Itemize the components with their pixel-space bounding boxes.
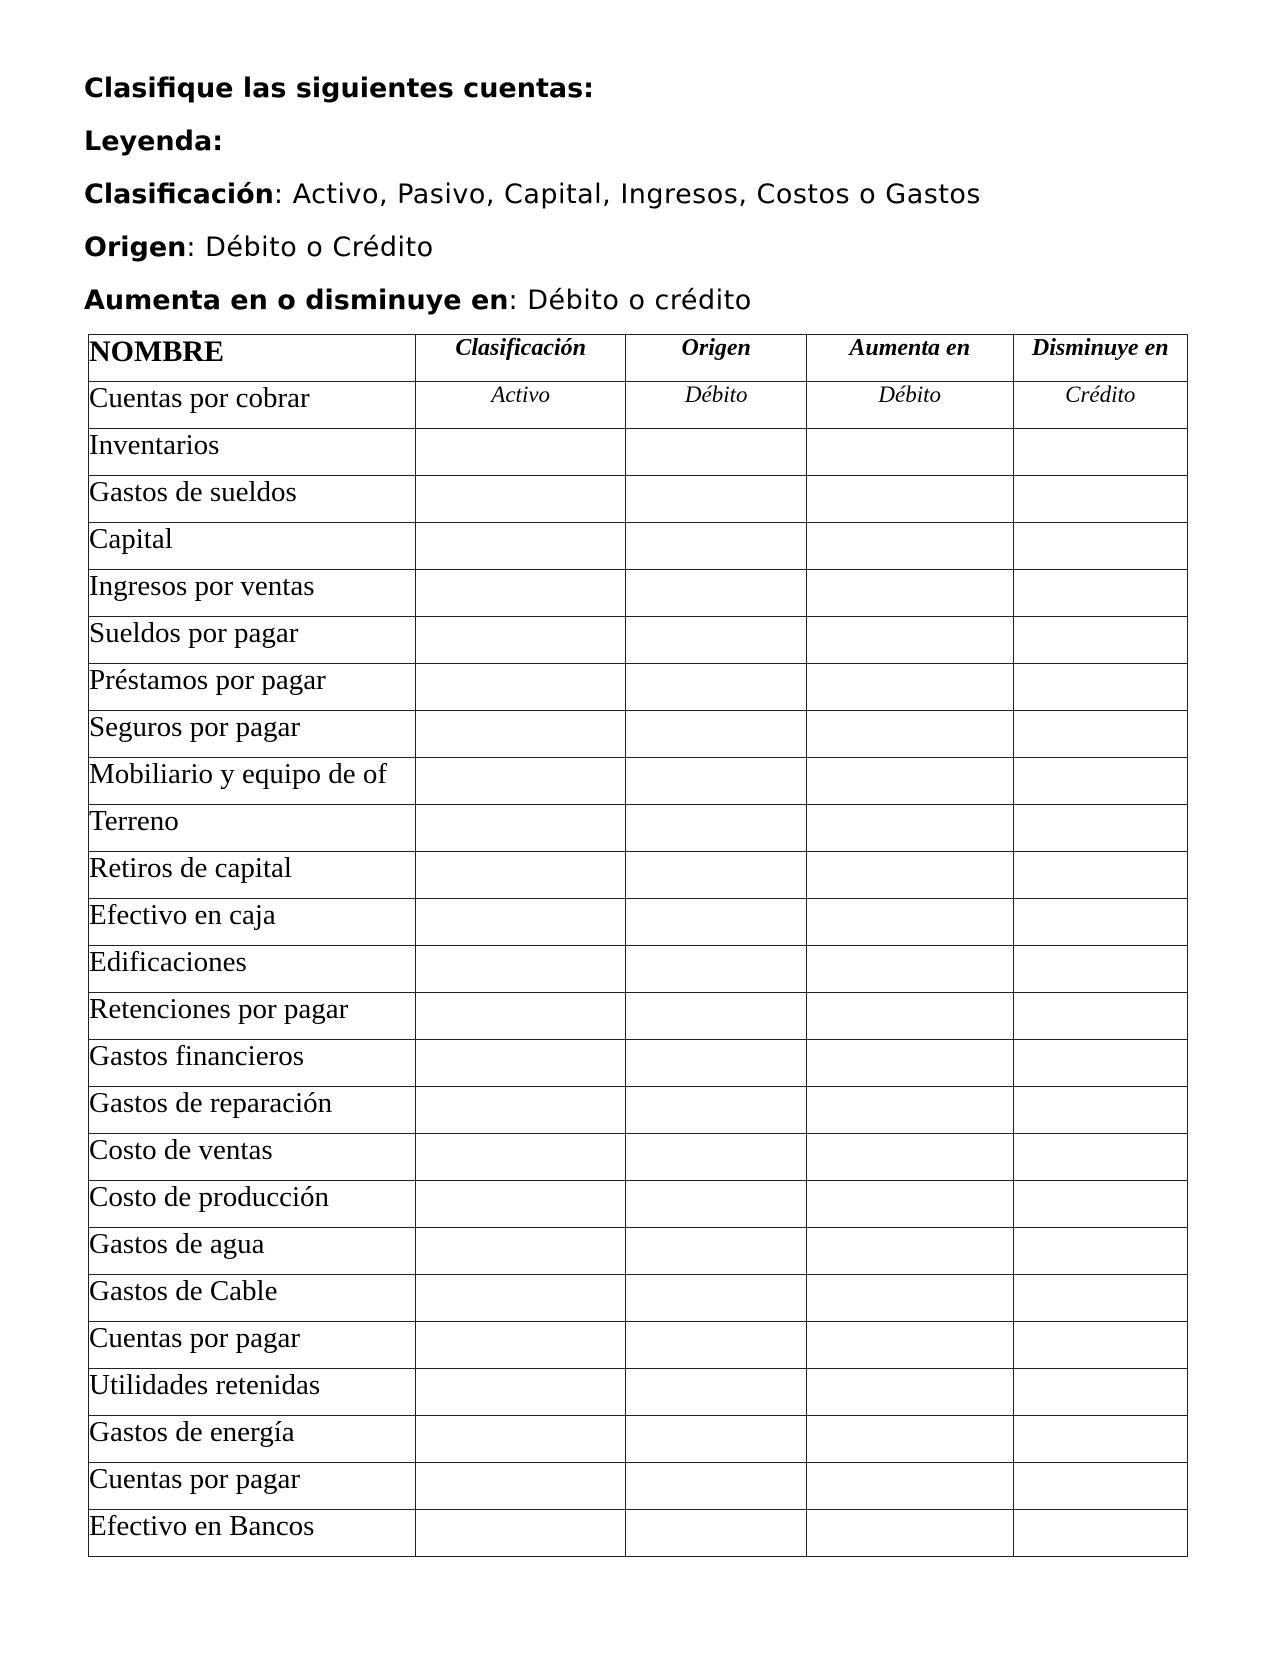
disminuye-cell[interactable] bbox=[1013, 946, 1188, 993]
aumenta-cell[interactable] bbox=[806, 1416, 1013, 1463]
disminuye-cell[interactable] bbox=[1013, 805, 1188, 852]
origen-cell[interactable] bbox=[626, 1181, 806, 1228]
disminuye-cell[interactable] bbox=[1013, 758, 1188, 805]
account-name-cell: Gastos de sueldos bbox=[89, 476, 416, 523]
column-header-disminuye: Disminuye en bbox=[1013, 335, 1188, 382]
account-name-cell: Efectivo en caja bbox=[89, 899, 416, 946]
disminuye-cell[interactable] bbox=[1013, 1087, 1188, 1134]
aumenta-cell[interactable]: Débito bbox=[806, 382, 1013, 429]
disminuye-cell[interactable] bbox=[1013, 1134, 1188, 1181]
account-name-cell: Cuentas por pagar bbox=[89, 1463, 416, 1510]
clasificacion-cell[interactable] bbox=[415, 429, 626, 476]
table-row bbox=[89, 382, 1188, 429]
account-name-cell: Cuentas por pagar bbox=[89, 1322, 416, 1369]
clasificacion-cell[interactable] bbox=[415, 1228, 626, 1275]
table-row bbox=[89, 570, 1188, 617]
origen-cell[interactable] bbox=[626, 1510, 806, 1557]
disminuye-cell[interactable] bbox=[1013, 1463, 1188, 1510]
origen-cell[interactable] bbox=[626, 429, 806, 476]
aumenta-cell[interactable] bbox=[806, 1322, 1013, 1369]
legend-label: Leyenda: bbox=[84, 126, 223, 157]
table-row bbox=[89, 899, 1188, 946]
clasificacion-cell[interactable] bbox=[415, 570, 626, 617]
aumenta-cell[interactable] bbox=[806, 1510, 1013, 1557]
origen-cell[interactable] bbox=[626, 523, 806, 570]
column-header-clasificacion: Clasificación bbox=[415, 335, 626, 382]
aumenta-cell[interactable] bbox=[806, 899, 1013, 946]
disminuye-cell[interactable] bbox=[1013, 570, 1188, 617]
origen-cell[interactable] bbox=[626, 1134, 806, 1181]
clasificacion-cell[interactable] bbox=[415, 1275, 626, 1322]
table-row bbox=[89, 1134, 1188, 1181]
origen-cell[interactable] bbox=[626, 1275, 806, 1322]
disminuye-cell[interactable] bbox=[1013, 899, 1188, 946]
disminuye-cell[interactable] bbox=[1013, 1416, 1188, 1463]
table-row bbox=[89, 1275, 1188, 1322]
table-body bbox=[89, 382, 1188, 1557]
account-name-cell: Utilidades retenidas bbox=[89, 1369, 416, 1416]
origen-cell[interactable] bbox=[626, 852, 806, 899]
origen-cell[interactable] bbox=[626, 476, 806, 523]
table-row bbox=[89, 1369, 1188, 1416]
clasificacion-cell[interactable] bbox=[415, 617, 626, 664]
table-row bbox=[89, 1463, 1188, 1510]
clasificacion-cell[interactable] bbox=[415, 523, 626, 570]
origen-cell[interactable] bbox=[626, 1416, 806, 1463]
disminuye-cell[interactable] bbox=[1013, 1040, 1188, 1087]
aumenta-cell[interactable] bbox=[806, 805, 1013, 852]
account-name-cell: Préstamos por pagar bbox=[89, 664, 416, 711]
page-title: Clasifique las siguientes cuentas: bbox=[84, 73, 594, 104]
origen-cell[interactable] bbox=[626, 805, 806, 852]
aumenta-cell[interactable] bbox=[806, 758, 1013, 805]
disminuye-cell[interactable] bbox=[1013, 476, 1188, 523]
clasificacion-cell[interactable] bbox=[415, 1181, 626, 1228]
origen-cell[interactable] bbox=[626, 1087, 806, 1134]
table-row bbox=[89, 476, 1188, 523]
disminuye-cell[interactable] bbox=[1013, 617, 1188, 664]
aumenta-cell[interactable] bbox=[806, 1181, 1013, 1228]
clasificacion-cell[interactable] bbox=[415, 852, 626, 899]
legend-clasificacion: Clasificación: Activo, Pasivo, Capital, Ingresos, Costos o Gastos bbox=[84, 179, 981, 210]
clasificacion-cell[interactable] bbox=[415, 993, 626, 1040]
disminuye-cell[interactable] bbox=[1013, 1228, 1188, 1275]
column-header-aumenta: Aumenta en bbox=[806, 335, 1013, 382]
accounts-table bbox=[88, 334, 1188, 1557]
aumenta-cell[interactable] bbox=[806, 946, 1013, 993]
clasificacion-cell[interactable] bbox=[415, 664, 626, 711]
table-row bbox=[89, 993, 1188, 1040]
origen-cell[interactable] bbox=[626, 899, 806, 946]
account-name-cell: Mobiliario y equipo de of bbox=[89, 758, 416, 805]
table-row bbox=[89, 664, 1188, 711]
account-name-cell: Gastos de energía bbox=[89, 1416, 416, 1463]
account-name-cell: Gastos de agua bbox=[89, 1228, 416, 1275]
account-name-cell: Costo de producción bbox=[89, 1181, 416, 1228]
table-row bbox=[89, 1510, 1188, 1557]
account-name-cell: Retiros de capital bbox=[89, 852, 416, 899]
table-row bbox=[89, 758, 1188, 805]
origen-cell[interactable] bbox=[626, 617, 806, 664]
aumenta-cell[interactable] bbox=[806, 852, 1013, 899]
table-row bbox=[89, 1322, 1188, 1369]
clasificacion-cell[interactable] bbox=[415, 711, 626, 758]
account-name-cell: Costo de ventas bbox=[89, 1134, 416, 1181]
clasificacion-cell[interactable] bbox=[415, 1510, 626, 1557]
table-header-row bbox=[89, 335, 1188, 382]
table-row bbox=[89, 1040, 1188, 1087]
account-name-cell: Ingresos por ventas bbox=[89, 570, 416, 617]
aumenta-cell[interactable] bbox=[806, 617, 1013, 664]
clasificacion-cell[interactable] bbox=[415, 476, 626, 523]
disminuye-cell[interactable] bbox=[1013, 993, 1188, 1040]
clasificacion-cell[interactable]: Activo bbox=[415, 382, 626, 429]
aumenta-cell[interactable] bbox=[806, 1087, 1013, 1134]
instructions-header bbox=[84, 62, 981, 327]
aumenta-cell[interactable] bbox=[806, 1463, 1013, 1510]
origen-cell[interactable]: Débito bbox=[626, 382, 806, 429]
disminuye-cell[interactable] bbox=[1013, 1369, 1188, 1416]
account-name-cell: Terreno bbox=[89, 805, 416, 852]
aumenta-cell[interactable] bbox=[806, 429, 1013, 476]
account-name-cell: Seguros por pagar bbox=[89, 711, 416, 758]
disminuye-cell[interactable] bbox=[1013, 1181, 1188, 1228]
aumenta-cell[interactable] bbox=[806, 664, 1013, 711]
origen-cell[interactable] bbox=[626, 570, 806, 617]
aumenta-cell[interactable] bbox=[806, 711, 1013, 758]
clasificacion-cell[interactable] bbox=[415, 805, 626, 852]
origen-cell[interactable] bbox=[626, 1369, 806, 1416]
table-row bbox=[89, 1416, 1188, 1463]
aumenta-cell[interactable] bbox=[806, 1134, 1013, 1181]
origen-cell[interactable] bbox=[626, 946, 806, 993]
origen-cell[interactable] bbox=[626, 993, 806, 1040]
aumenta-cell[interactable] bbox=[806, 1040, 1013, 1087]
legend-aumenta: Aumenta en o disminuye en: Débito o crédito bbox=[84, 285, 752, 316]
table-row bbox=[89, 429, 1188, 476]
aumenta-cell[interactable] bbox=[806, 476, 1013, 523]
aumenta-cell[interactable] bbox=[806, 1275, 1013, 1322]
table-row bbox=[89, 523, 1188, 570]
origen-cell[interactable] bbox=[626, 664, 806, 711]
aumenta-cell[interactable] bbox=[806, 570, 1013, 617]
clasificacion-cell[interactable] bbox=[415, 1087, 626, 1134]
origen-cell[interactable] bbox=[626, 1040, 806, 1087]
disminuye-cell[interactable] bbox=[1013, 429, 1188, 476]
table-row bbox=[89, 1228, 1188, 1275]
table-row bbox=[89, 852, 1188, 899]
aumenta-cell[interactable] bbox=[806, 523, 1013, 570]
clasificacion-cell[interactable] bbox=[415, 899, 626, 946]
clasificacion-cell[interactable] bbox=[415, 1416, 626, 1463]
account-name-cell: Inventarios bbox=[89, 429, 416, 476]
account-name-cell: Efectivo en Bancos bbox=[89, 1510, 416, 1557]
account-name-cell: Sueldos por pagar bbox=[89, 617, 416, 664]
clasificacion-cell[interactable] bbox=[415, 1369, 626, 1416]
table-row bbox=[89, 805, 1188, 852]
table-row bbox=[89, 711, 1188, 758]
origen-cell[interactable] bbox=[626, 1322, 806, 1369]
clasificacion-cell[interactable] bbox=[415, 1463, 626, 1510]
disminuye-cell[interactable] bbox=[1013, 664, 1188, 711]
disminuye-cell[interactable] bbox=[1013, 1275, 1188, 1322]
legend-origen: Origen: Débito o Crédito bbox=[84, 232, 434, 263]
aumenta-cell[interactable] bbox=[806, 1369, 1013, 1416]
aumenta-cell[interactable] bbox=[806, 1228, 1013, 1275]
table-row bbox=[89, 617, 1188, 664]
clasificacion-cell[interactable] bbox=[415, 1040, 626, 1087]
account-name-cell: Capital bbox=[89, 523, 416, 570]
aumenta-cell[interactable] bbox=[806, 993, 1013, 1040]
account-name-cell: Gastos financieros bbox=[89, 1040, 416, 1087]
clasificacion-cell[interactable] bbox=[415, 1322, 626, 1369]
clasificacion-cell[interactable] bbox=[415, 758, 626, 805]
disminuye-cell[interactable]: Crédito bbox=[1013, 382, 1188, 429]
table-row bbox=[89, 1181, 1188, 1228]
table-row bbox=[89, 946, 1188, 993]
origen-cell[interactable] bbox=[626, 1463, 806, 1510]
account-name-cell: Cuentas por cobrar bbox=[89, 382, 416, 429]
disminuye-cell[interactable] bbox=[1013, 711, 1188, 758]
disminuye-cell[interactable] bbox=[1013, 1322, 1188, 1369]
disminuye-cell[interactable] bbox=[1013, 852, 1188, 899]
account-name-cell: Retenciones por pagar bbox=[89, 993, 416, 1040]
account-name-cell: Gastos de reparación bbox=[89, 1087, 416, 1134]
account-name-cell: Gastos de Cable bbox=[89, 1275, 416, 1322]
column-header-nombre: NOMBRE bbox=[89, 335, 416, 382]
clasificacion-cell[interactable] bbox=[415, 1134, 626, 1181]
origen-cell[interactable] bbox=[626, 758, 806, 805]
account-name-cell: Edificaciones bbox=[89, 946, 416, 993]
disminuye-cell[interactable] bbox=[1013, 1510, 1188, 1557]
origen-cell[interactable] bbox=[626, 1228, 806, 1275]
origen-cell[interactable] bbox=[626, 711, 806, 758]
table-row bbox=[89, 1087, 1188, 1134]
clasificacion-cell[interactable] bbox=[415, 946, 626, 993]
disminuye-cell[interactable] bbox=[1013, 523, 1188, 570]
column-header-origen: Origen bbox=[626, 335, 806, 382]
